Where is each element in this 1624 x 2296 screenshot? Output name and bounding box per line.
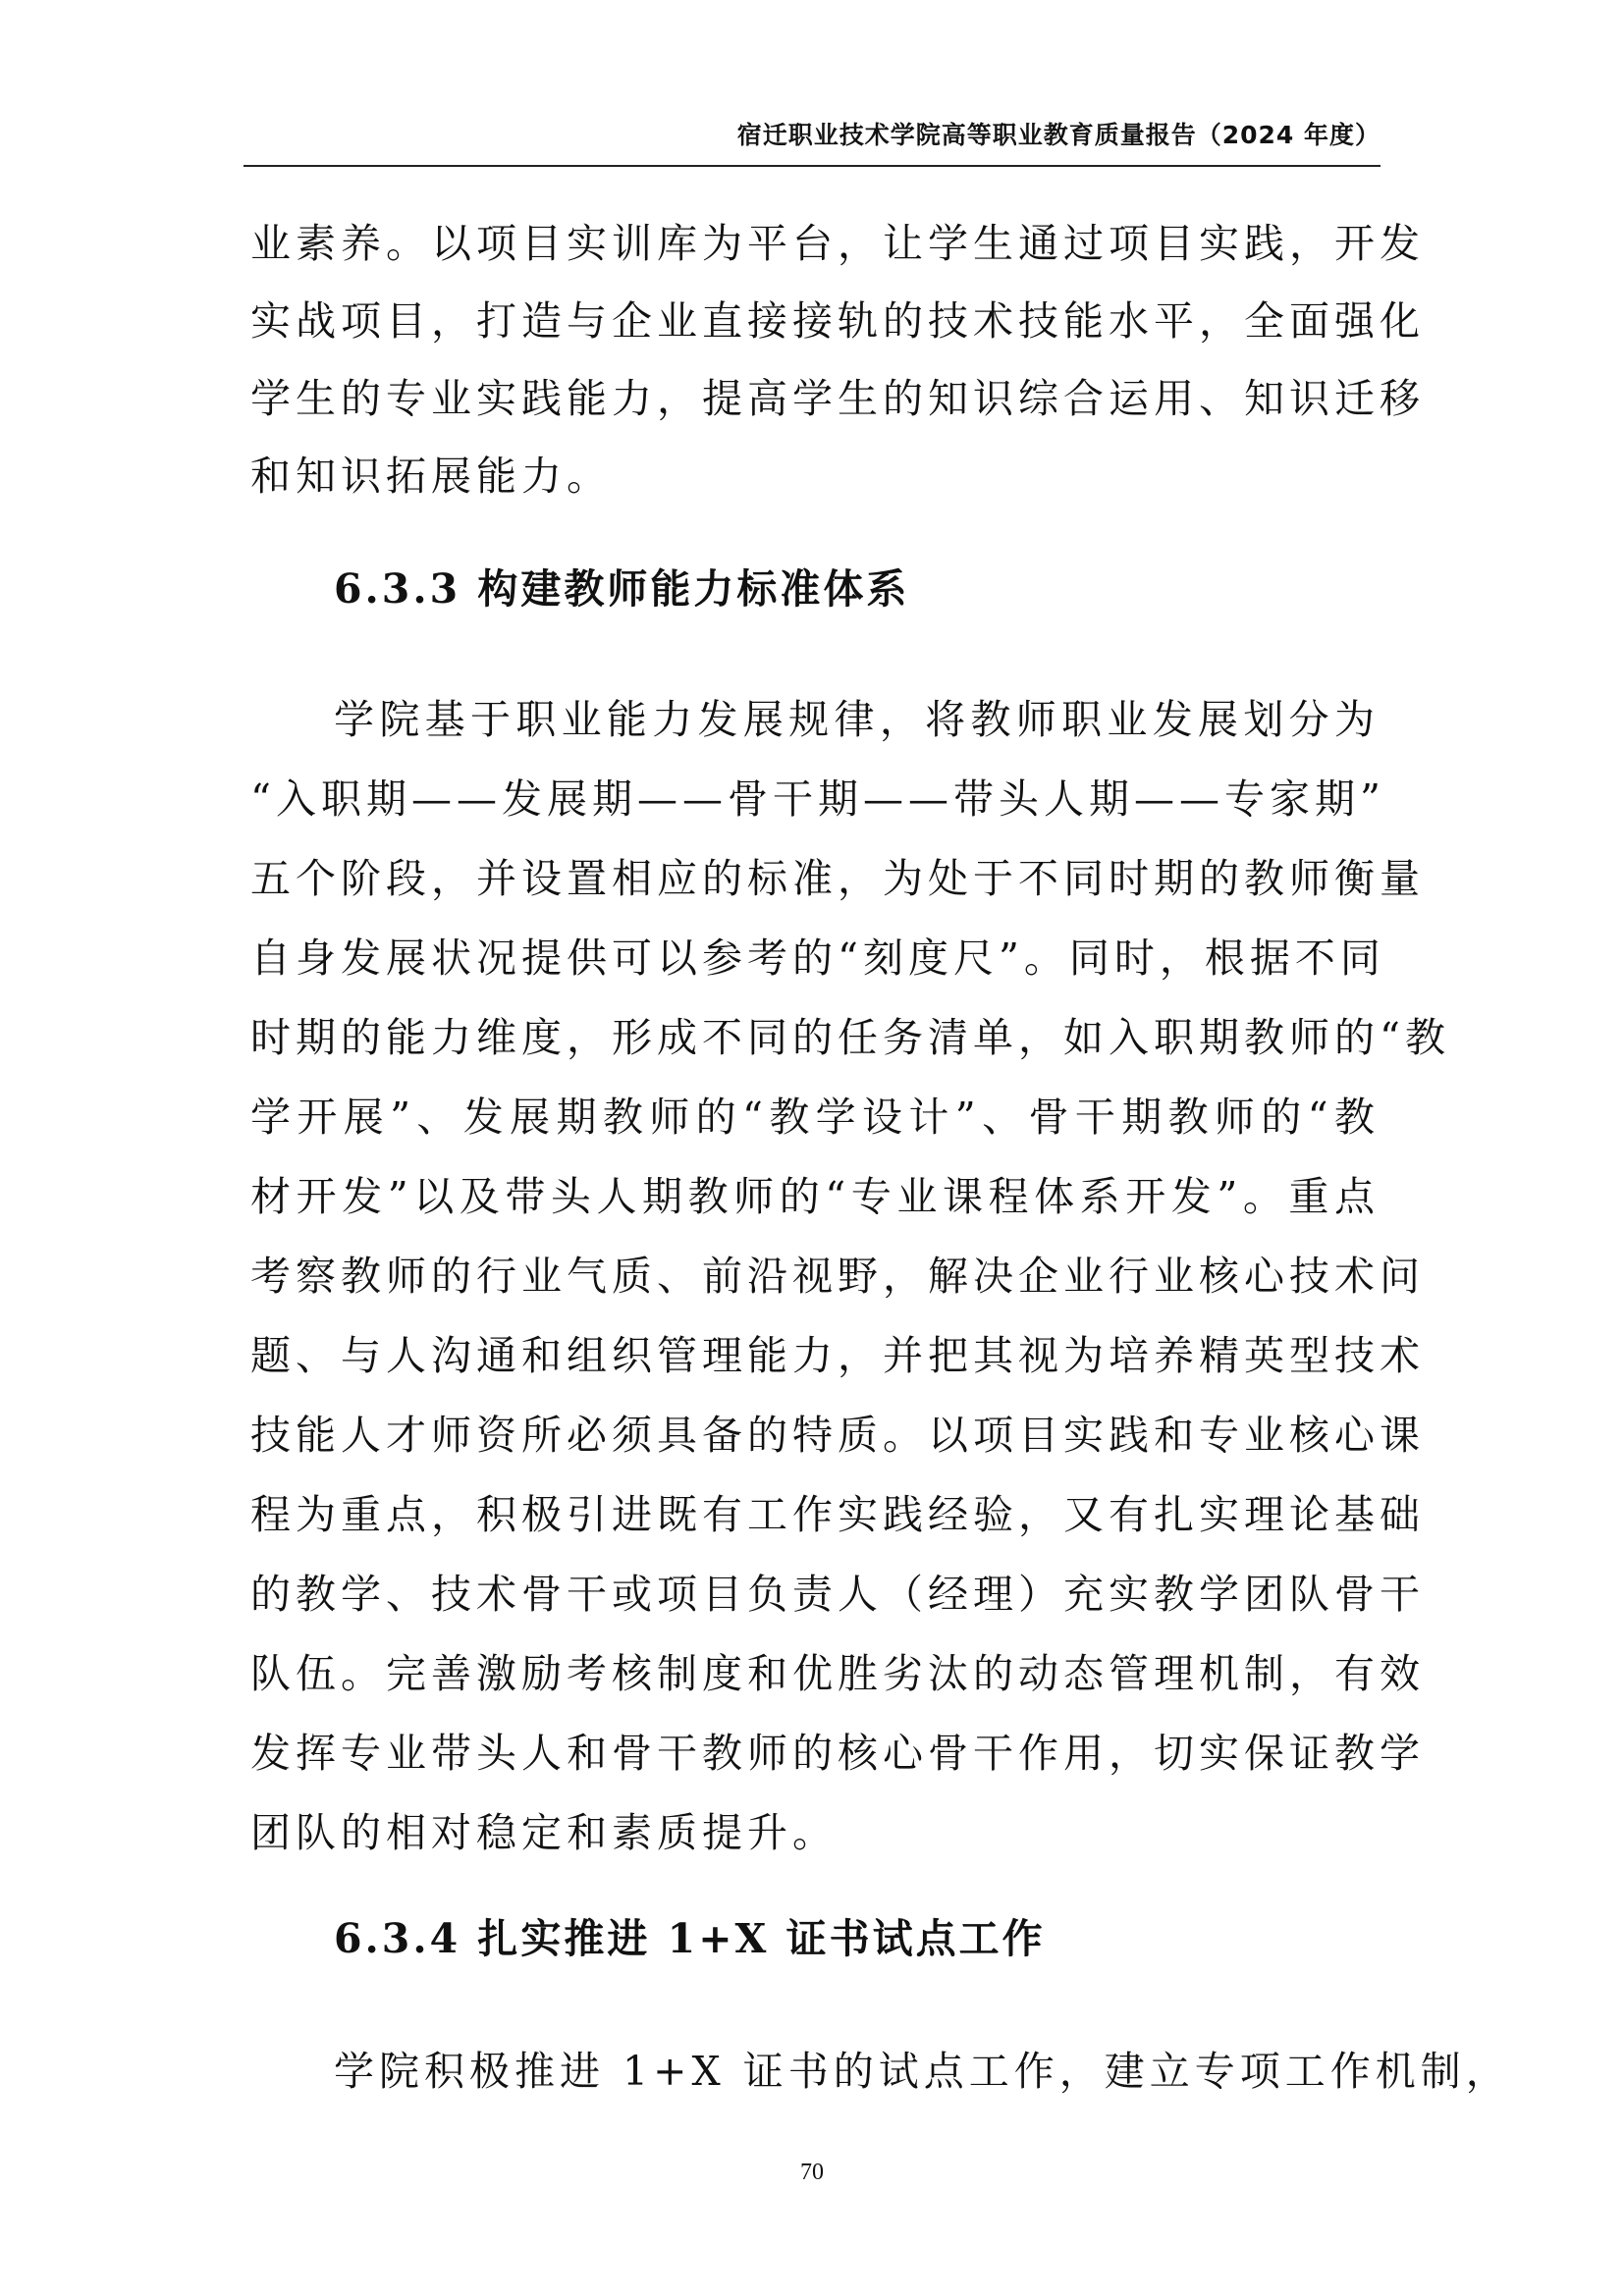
paragraph-line: 五个阶段，并设置相应的标准，为处于不同时期的教师衡量	[250, 855, 1425, 902]
page-number: 70	[800, 2160, 824, 2185]
paragraph-line: 学开展”、发展期教师的“教学设计”、骨干期教师的“教	[250, 1094, 1380, 1141]
paragraph-line: 自身发展状况提供可以参考的“刻度尺”。同时，根据不同	[250, 934, 1385, 982]
paragraph-line: 学院积极推进 1+X 证书的试点工作，建立专项工作机制，	[334, 2048, 1511, 2095]
paragraph-line: 队伍。完善激励考核制度和优胜劣汰的动态管理机制，有效	[250, 1650, 1425, 1697]
paragraph-line: 团队的相对稳定和素质提升。	[250, 1809, 838, 1856]
paragraph-line: 和知识拓展能力。	[250, 453, 612, 500]
paragraph-line: 的教学、技术骨干或项目负责人（经理）充实教学团队骨干	[250, 1571, 1425, 1618]
running-header: 宿迁职业技术学院高等职业教育质量报告（2024 年度）	[736, 121, 1380, 149]
header-rule	[244, 165, 1380, 167]
paragraph-line: 题、与人沟通和组织管理能力，并把其视为培养精英型技术	[250, 1332, 1425, 1379]
paragraph-line: 实战项目，打造与企业直接接轨的技术技能水平，全面强化	[250, 297, 1425, 345]
paragraph-line: 业素养。以项目实训库为平台，让学生通过项目实践，开发	[250, 220, 1425, 267]
paragraph-line: 发挥专业带头人和骨干教师的核心骨干作用，切实保证教学	[250, 1730, 1425, 1777]
paragraph-line: 考察教师的行业气质、前沿视野，解决企业行业核心技术问	[250, 1253, 1425, 1300]
paragraph-line: 程为重点，积极引进既有工作实践经验，又有扎实理论基础	[250, 1491, 1425, 1538]
paragraph-line: 材开发”以及带头人期教师的“专业课程体系开发”。重点	[250, 1173, 1380, 1220]
paragraph-line: 时期的能力维度，形成不同的任务清单，如入职期教师的“教	[250, 1014, 1450, 1061]
paragraph-line: 学生的专业实践能力，提高学生的知识综合运用、知识迁移	[250, 375, 1425, 422]
section-heading: 6.3.3 构建教师能力标准体系	[334, 565, 910, 613]
paragraph-line: 学院基于职业能力发展规律，将教师职业发展划分为	[334, 696, 1380, 743]
paragraph-line: “入职期——发展期——骨干期——带头人期——专家期”	[250, 775, 1385, 823]
section-heading: 6.3.4 扎实推进 1+X 证书试点工作	[334, 1915, 1046, 1962]
paragraph-line: 技能人才师资所必须具备的特质。以项目实践和专业核心课	[250, 1412, 1425, 1459]
